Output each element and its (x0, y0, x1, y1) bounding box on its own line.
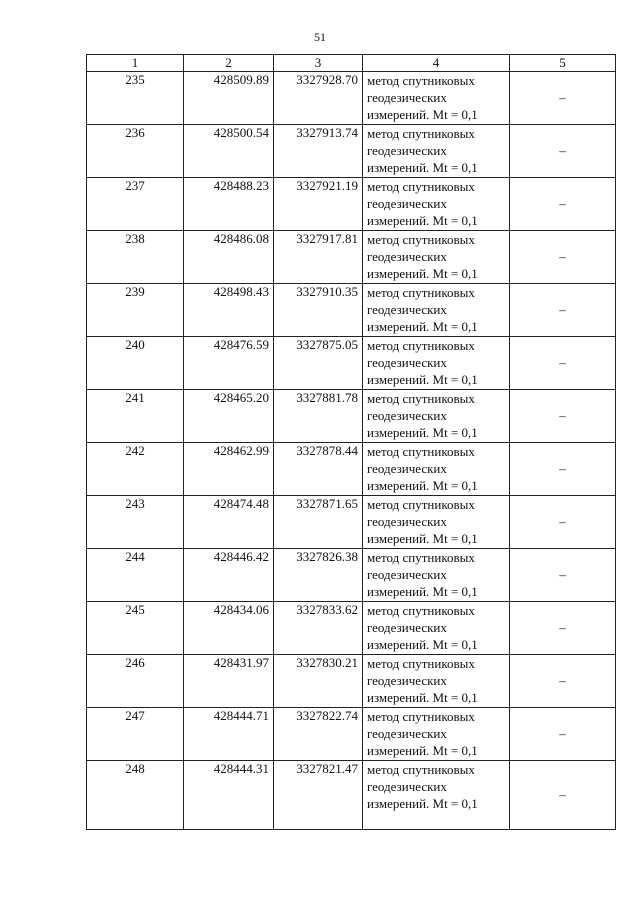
method-line: метод спутниковых (367, 232, 475, 247)
coordinates-table (86, 54, 616, 830)
x-coordinate-cell: 428500.54 (184, 125, 274, 178)
x-coordinate-cell: 428462.99 (184, 443, 274, 496)
method-line: геодезических (367, 90, 447, 105)
y-coordinate-cell: 3327917.81 (274, 231, 363, 284)
y-coordinate-cell: 3327830.21 (274, 655, 363, 708)
method-cell (363, 72, 510, 125)
header-col-5: 5 (510, 55, 616, 72)
method-cell (363, 708, 510, 761)
method-cell (363, 125, 510, 178)
x-coordinate-cell: 428476.59 (184, 337, 274, 390)
method-cell (363, 655, 510, 708)
table-header-row (87, 55, 616, 72)
x-coordinate-cell: 428446.42 (184, 549, 274, 602)
x-coordinate-cell: 428465.20 (184, 390, 274, 443)
y-coordinate-cell: 3327822.74 (274, 708, 363, 761)
method-line: метод спутниковых (367, 497, 475, 512)
method-line: геодезических (367, 408, 447, 423)
method-line: метод спутниковых (367, 126, 475, 141)
method-line: метод спутниковых (367, 179, 475, 194)
y-coordinate-cell: 3327878.44 (274, 443, 363, 496)
method-line: метод спутниковых (367, 73, 475, 88)
method-cell (363, 496, 510, 549)
note-cell: – (510, 284, 616, 337)
header-col-3: 3 (274, 55, 363, 72)
point-number-cell: 237 (87, 178, 184, 231)
y-coordinate-cell: 3327871.65 (274, 496, 363, 549)
note-cell: – (510, 761, 616, 830)
note-cell: – (510, 178, 616, 231)
method-line: геодезических (367, 355, 447, 370)
method-line: геодезических (367, 461, 447, 476)
table-row (87, 655, 616, 708)
y-coordinate-cell: 3327913.74 (274, 125, 363, 178)
y-coordinate-cell: 3327928.70 (274, 72, 363, 125)
method-line: измерений. Mt = 0,1 (367, 107, 478, 122)
point-number-cell: 245 (87, 602, 184, 655)
y-coordinate-cell: 3327910.35 (274, 284, 363, 337)
method-line: измерений. Mt = 0,1 (367, 160, 478, 175)
note-cell: – (510, 337, 616, 390)
method-line: измерений. Mt = 0,1 (367, 637, 478, 652)
method-cell (363, 390, 510, 443)
method-line: измерений. Mt = 0,1 (367, 690, 478, 705)
method-line: измерений. Mt = 0,1 (367, 213, 478, 228)
table-body (87, 72, 616, 830)
table-row (87, 602, 616, 655)
point-number-cell: 236 (87, 125, 184, 178)
method-line: геодезических (367, 673, 447, 688)
x-coordinate-cell: 428444.71 (184, 708, 274, 761)
y-coordinate-cell: 3327881.78 (274, 390, 363, 443)
note-cell: – (510, 602, 616, 655)
method-line: измерений. Mt = 0,1 (367, 425, 478, 440)
header-col-2: 2 (184, 55, 274, 72)
point-number-cell: 238 (87, 231, 184, 284)
point-number-cell: 239 (87, 284, 184, 337)
method-cell (363, 761, 510, 830)
method-cell (363, 178, 510, 231)
point-number-cell: 244 (87, 549, 184, 602)
table-row (87, 549, 616, 602)
x-coordinate-cell: 428509.89 (184, 72, 274, 125)
method-line: метод спутниковых (367, 338, 475, 353)
point-number-cell: 248 (87, 761, 184, 830)
y-coordinate-cell: 3327826.38 (274, 549, 363, 602)
header-col-1: 1 (87, 55, 184, 72)
point-number-cell: 247 (87, 708, 184, 761)
x-coordinate-cell: 428431.97 (184, 655, 274, 708)
method-cell (363, 337, 510, 390)
note-cell: – (510, 72, 616, 125)
method-line: геодезических (367, 726, 447, 741)
x-coordinate-cell: 428434.06 (184, 602, 274, 655)
table-row (87, 390, 616, 443)
y-coordinate-cell: 3327833.62 (274, 602, 363, 655)
method-line: метод спутниковых (367, 444, 475, 459)
method-line: геодезических (367, 302, 447, 317)
method-line: геодезических (367, 249, 447, 264)
table-row (87, 337, 616, 390)
point-number-cell: 243 (87, 496, 184, 549)
method-line: геодезических (367, 567, 447, 582)
method-line: метод спутниковых (367, 656, 475, 671)
table-row (87, 72, 616, 125)
x-coordinate-cell: 428498.43 (184, 284, 274, 337)
table-row (87, 178, 616, 231)
method-line: измерений. Mt = 0,1 (367, 531, 478, 546)
method-cell (363, 443, 510, 496)
note-cell: – (510, 231, 616, 284)
table-row (87, 708, 616, 761)
point-number-cell: 240 (87, 337, 184, 390)
method-line: геодезических (367, 779, 447, 794)
y-coordinate-cell: 3327821.47 (274, 761, 363, 830)
method-line: метод спутниковых (367, 709, 475, 724)
x-coordinate-cell: 428444.31 (184, 761, 274, 830)
point-number-cell: 241 (87, 390, 184, 443)
method-line: метод спутниковых (367, 391, 475, 406)
point-number-cell: 242 (87, 443, 184, 496)
method-line: измерений. Mt = 0,1 (367, 266, 478, 281)
point-number-cell: 246 (87, 655, 184, 708)
note-cell: – (510, 708, 616, 761)
note-cell: – (510, 496, 616, 549)
x-coordinate-cell: 428488.23 (184, 178, 274, 231)
note-cell: – (510, 443, 616, 496)
method-line: метод спутниковых (367, 285, 475, 300)
y-coordinate-cell: 3327875.05 (274, 337, 363, 390)
method-line: метод спутниковых (367, 603, 475, 618)
y-coordinate-cell: 3327921.19 (274, 178, 363, 231)
method-cell (363, 602, 510, 655)
method-line: метод спутниковых (367, 762, 475, 777)
note-cell: – (510, 655, 616, 708)
method-line: геодезических (367, 620, 447, 635)
point-number-cell: 235 (87, 72, 184, 125)
method-line: измерений. Mt = 0,1 (367, 584, 478, 599)
x-coordinate-cell: 428486.08 (184, 231, 274, 284)
method-line: метод спутниковых (367, 550, 475, 565)
method-cell (363, 231, 510, 284)
method-line: измерений. Mt = 0,1 (367, 319, 478, 334)
method-line: геодезических (367, 196, 447, 211)
method-line: измерений. Mt = 0,1 (367, 743, 478, 758)
note-cell: – (510, 549, 616, 602)
header-col-4: 4 (363, 55, 510, 72)
method-line: геодезических (367, 514, 447, 529)
method-line: геодезических (367, 143, 447, 158)
x-coordinate-cell: 428474.48 (184, 496, 274, 549)
page-number: 51 (314, 30, 326, 44)
method-line: измерений. Mt = 0,1 (367, 372, 478, 387)
table-row (87, 125, 616, 178)
table-row (87, 231, 616, 284)
table-row (87, 761, 616, 830)
method-cell (363, 284, 510, 337)
note-cell: – (510, 390, 616, 443)
table-row (87, 443, 616, 496)
table-row (87, 496, 616, 549)
method-cell (363, 549, 510, 602)
method-line: измерений. Mt = 0,1 (367, 478, 478, 493)
table-row (87, 284, 616, 337)
method-line: измерений. Mt = 0,1 (367, 796, 478, 811)
note-cell: – (510, 125, 616, 178)
